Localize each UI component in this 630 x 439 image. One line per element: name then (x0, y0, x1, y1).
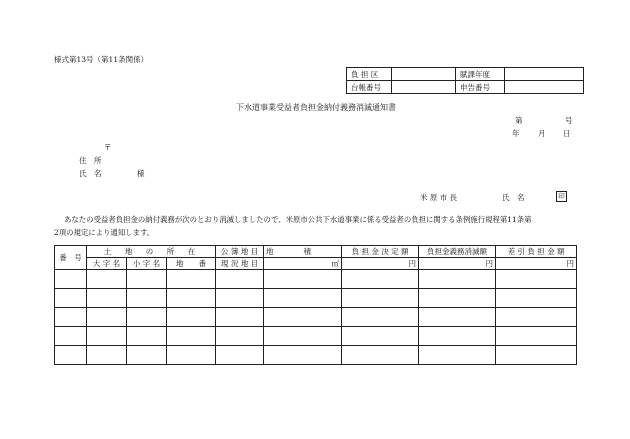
date-month: 月 (538, 129, 546, 138)
table-cell (87, 346, 127, 365)
table-cell (419, 308, 496, 327)
body-text-line1: あなたの受益者負担金の納付義務が次のとおり消滅しましたので、米原市公共下水道事業に係る受益者の負担に関する条例施行規程第11条第 (64, 215, 532, 224)
table-cell (55, 327, 87, 346)
table-cell (264, 346, 342, 365)
area-unit: ㎡ (264, 258, 342, 270)
balance-amount-header: 差 引 負 担 金 額 (496, 246, 577, 258)
table-row (55, 327, 577, 346)
date-year: 年 (512, 129, 520, 138)
info-value-daicho-bango (392, 81, 456, 94)
table-cell (496, 289, 577, 308)
table-cell (216, 289, 264, 308)
table-cell (342, 270, 419, 289)
land-table (54, 245, 577, 365)
kobo-chimoku-header: 公 簿 地 目 (216, 246, 264, 258)
table-cell (264, 289, 342, 308)
table-cell (127, 346, 167, 365)
balance-yen-unit: 円 (496, 258, 577, 270)
table-cell (87, 289, 127, 308)
table-row (55, 308, 577, 327)
decided-amount-header: 負 担 金 決 定 額 (342, 246, 419, 258)
koaza-header: 小 字 名 (127, 258, 167, 270)
info-label-fuka-nendo: 賦課年度 (456, 68, 505, 81)
honorific: 様 (137, 169, 145, 178)
table-cell (87, 327, 127, 346)
table-cell (496, 327, 577, 346)
table-cell (216, 346, 264, 365)
postal-mark: 〒 (104, 143, 112, 152)
info-label-daicho-bango: 台帳番号 (347, 81, 392, 94)
info-label-shinkoku-bango: 申告番号 (456, 81, 505, 94)
table-cell (342, 308, 419, 327)
land-table-body (55, 246, 577, 365)
table-cell (127, 270, 167, 289)
col-number-header: 番 号 (55, 246, 87, 270)
table-cell (496, 308, 577, 327)
table-cell (419, 327, 496, 346)
seal-text: 印 (556, 191, 567, 202)
table-cell (419, 289, 496, 308)
table-cell (496, 270, 577, 289)
extinguished-yen-unit: 円 (419, 258, 496, 270)
chiban-header: 地 番 (167, 258, 216, 270)
seal-mark (556, 191, 567, 202)
table-cell (419, 270, 496, 289)
form-number: 様式第13号（第11条関係） (54, 55, 149, 64)
info-value-fuka-nendo (505, 68, 584, 81)
doc-number-prefix: 第 (515, 116, 523, 125)
table-cell (127, 327, 167, 346)
table-cell (55, 346, 87, 365)
table-cell (127, 289, 167, 308)
table-cell (264, 327, 342, 346)
table-cell (167, 327, 216, 346)
table-cell (55, 270, 87, 289)
info-value-shinkoku-bango (505, 81, 584, 94)
table-cell (264, 308, 342, 327)
table-cell (55, 289, 87, 308)
body-text-line2: 2項の規定により通知します。 (54, 228, 155, 237)
table-cell (167, 346, 216, 365)
table-cell (342, 346, 419, 365)
info-table (346, 67, 584, 94)
sender-name-label: 氏 名 (502, 193, 525, 202)
genkyo-chimoku-header: 現 況 地 目 (216, 258, 264, 270)
table-cell (167, 308, 216, 327)
table-row (55, 346, 577, 365)
sender-title: 米 原 市 長 (420, 193, 458, 202)
table-cell (55, 308, 87, 327)
document-title: 下水道事業受益者負担金納付義務消滅通知書 (236, 103, 396, 112)
name-label: 氏 名 (79, 169, 102, 178)
info-value-futan-ku (392, 68, 456, 81)
table-cell (167, 270, 216, 289)
table-cell (216, 308, 264, 327)
doc-number-suffix: 号 (565, 116, 573, 125)
table-cell (264, 270, 342, 289)
table-row (55, 270, 577, 289)
table-cell (216, 327, 264, 346)
address-label: 住 所 (79, 156, 102, 165)
table-cell (419, 346, 496, 365)
table-cell (167, 289, 216, 308)
info-label-futan-ku: 負 担 区 (347, 68, 392, 81)
date-day: 日 (563, 129, 571, 138)
table-cell (87, 308, 127, 327)
table-cell (87, 270, 127, 289)
oaza-header: 大 字 名 (87, 258, 127, 270)
table-cell (342, 289, 419, 308)
decided-yen-unit: 円 (342, 258, 419, 270)
table-cell (127, 308, 167, 327)
table-cell (496, 346, 577, 365)
table-cell (216, 270, 264, 289)
extinguished-amount-header: 負担金義務消滅額 (419, 246, 496, 258)
area-header: 地 積 (264, 246, 342, 258)
table-cell (342, 327, 419, 346)
land-location-header: 土 地 の 所 在 (87, 246, 216, 258)
table-row (55, 289, 577, 308)
